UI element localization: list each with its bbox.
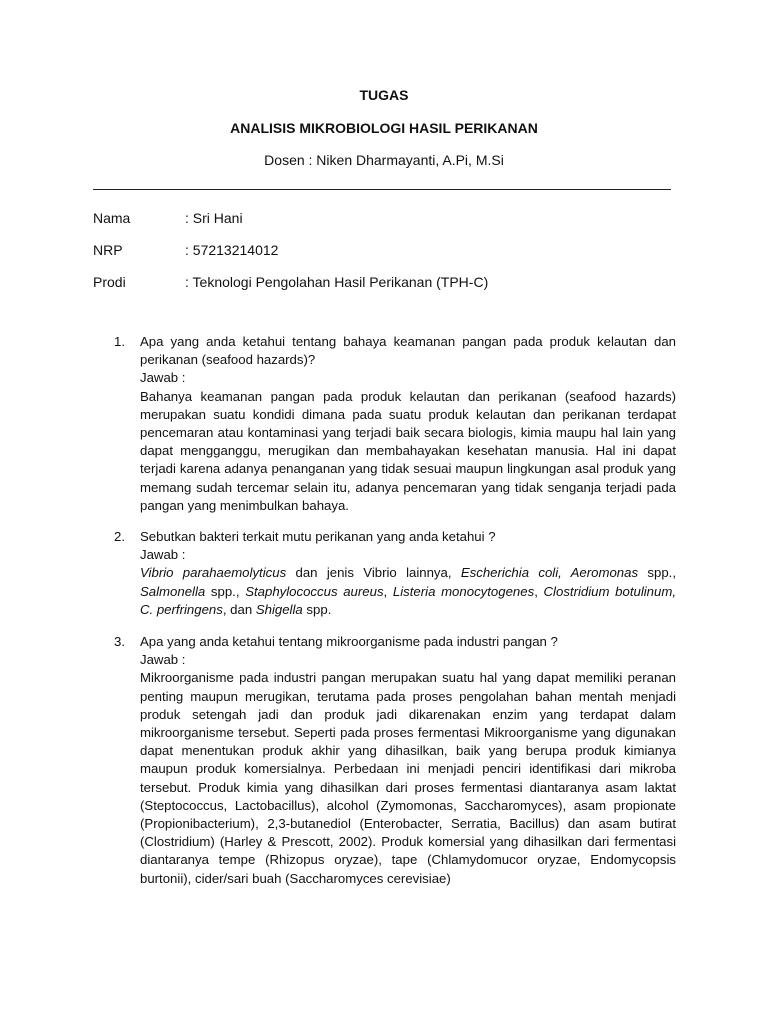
document-title: TUGAS: [359, 87, 409, 103]
answer-fragment: , dan: [222, 601, 256, 617]
answer-fragment: ,: [534, 583, 544, 599]
answer-label: Jawab :: [140, 652, 186, 668]
info-value: : 57213214012: [185, 242, 279, 258]
question-text: Apa yang anda ketahui tentang mikroorganisme pada industri pangan ?: [140, 634, 558, 649]
question-number: 3.: [114, 634, 125, 649]
info-label: Prodi: [93, 274, 126, 290]
question-3: [114, 633, 676, 888]
answer-text: [140, 564, 676, 619]
document-subtitle: ANALISIS MIKROBIOLOGI HASIL PERIKANAN: [230, 120, 538, 136]
bacteria-name: Vibrio parahaemolyticus: [140, 565, 287, 581]
question-2: [114, 528, 676, 619]
question-1: [114, 333, 676, 515]
answer-label: Jawab :: [140, 370, 186, 386]
answer-label: Jawab :: [140, 547, 186, 563]
info-value: : Sri Hani: [185, 210, 243, 226]
question-text: Apa yang anda ketahui tentang bahaya keamanan pangan pada produk kelautan dan perikanan (seafood hazards)?: [140, 334, 676, 368]
header-divider: [93, 189, 671, 190]
question-text: Sebutkan bakteri terkait mutu perikanan yang anda ketahui ?: [140, 529, 496, 544]
bacteria-name: Listeria monocytogenes: [392, 583, 535, 599]
bacteria-name: Clostridium botulinum, C. perfringens: [140, 583, 676, 617]
info-row-prodi: [93, 274, 488, 290]
info-label: Nama: [93, 210, 131, 226]
answer-fragment: ,: [383, 583, 393, 599]
lecturer-line: Dosen : Niken Dharmayanti, A.Pi, M.Si: [264, 152, 504, 168]
bacteria-name: Shigella: [255, 601, 303, 617]
bacteria-name: Salmonella: [140, 583, 206, 599]
answer-fragment: spp.,: [205, 583, 246, 599]
answer-fragment: dan jenis Vibrio lainnya,: [286, 565, 461, 581]
answer-text: Bahanya keamanan pangan pada produk kelautan dan perikanan (seafood hazards) merupakan suatu kondidi dimana pada suatu produk kelautan dan perikanan terdapat pencemaran atau kontaminasi yang terjadi baik secara biologis, kimia maupu hal lain yang dapat mengganggu, merugikan dan membahayakan kesehatan manusia. Hal ini dapat terjadi karena adanya penanganan yang tidak sesuai maupun lingkungan asal produk yang memang sudah tercemar selain itu, adanya pencemaran yang tidak senganja terjadi pada pangan yang menimbulkan bahaya.: [140, 388, 676, 513]
info-value: : Teknologi Pengolahan Hasil Perikanan (TPH-C): [185, 274, 489, 290]
answer-fragment: spp.: [302, 601, 332, 617]
question-number: 2.: [114, 529, 125, 544]
question-number: 1.: [114, 334, 125, 349]
answer-text: Mikroorganisme pada industri pangan merupakan suatu hal yang dapat memiliki peranan penting maupun merugikan, terutama pada proses pengolahan bahan mentah menjadi produk setengah jadi dan produk jadi dikarenakan enzim yang terdapat dalam mikroorganisme tersebut. Seperti pada proses fermentasi Mikroorganisme yang digunakan dapat menentukan produk akhir yang dihasilkan, baik yang berupa produk kimianya maupun produk komersialnya. Perbedaan ini menjadi penciri identifikasi dari mikroba tersebut. Produk kimia yang dihasilkan dari proses fermentasi diantaranya asam laktat (Steptococcus, Lactobacillus), alcohol (Zymomonas, Saccharomyces), asam propionate (Propionibacterium), 2,3-butanediol (Enterobacter, Serratia, Bacillus) dan asam butirat (Clostridium) (Harley & Prescott, 2002). Produk komersial yang dihasilkan dari fermentasi diantaranya tempe (Rhizopus oryzae), tape (Chlamydomucor oryzae, Endomycopsis burtonii), cider/sari buah (Saccharomyces cerevisiae): [140, 670, 676, 886]
bacteria-name: Staphylococcus aureus: [245, 583, 384, 599]
info-row-nrp: [93, 242, 278, 258]
answer-fragment: spp.,: [638, 565, 676, 581]
info-label: NRP: [93, 242, 123, 258]
bacteria-name: Escherichia coli, Aeromonas: [460, 565, 639, 581]
info-row-name: [93, 210, 243, 226]
